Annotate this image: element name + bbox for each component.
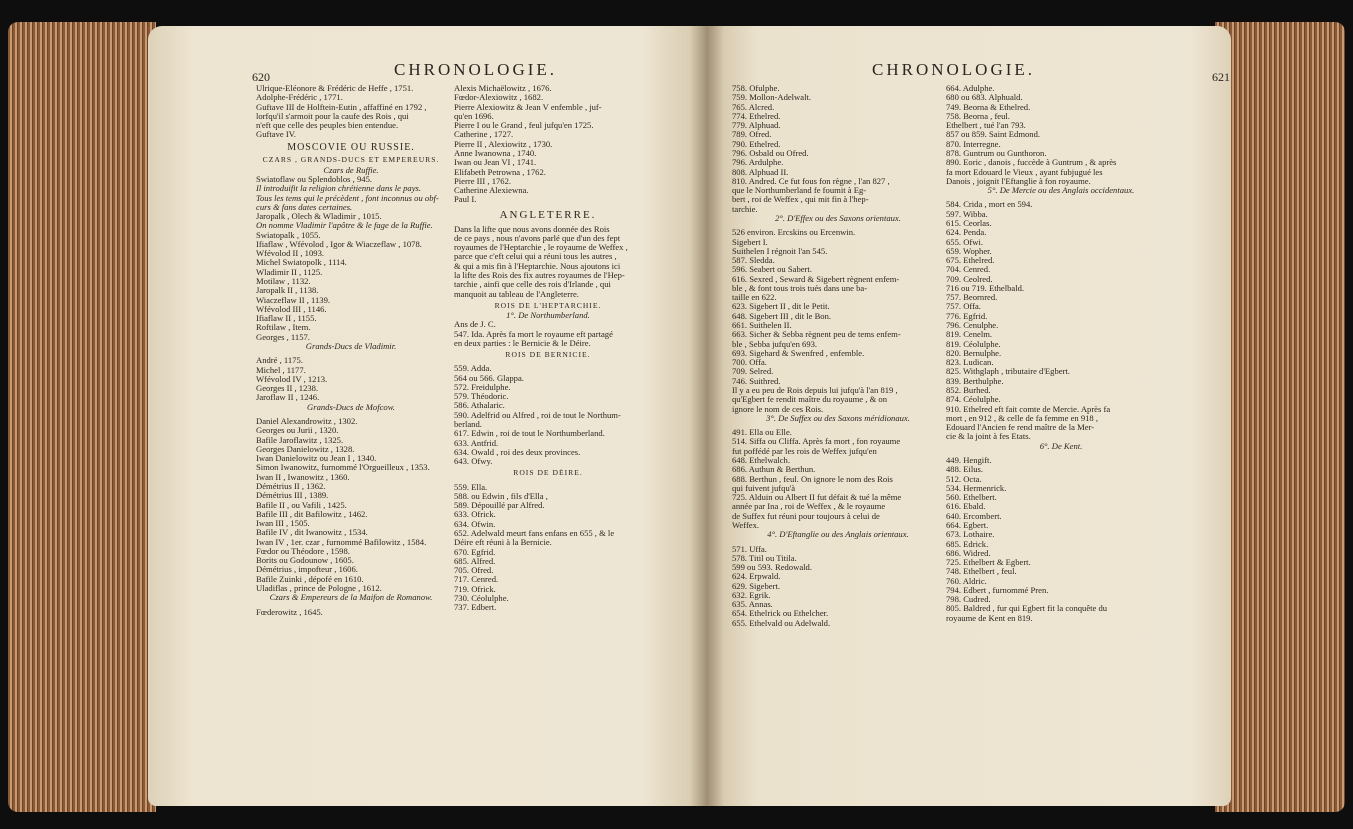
text-line: Iwan III , 1505. (256, 519, 310, 529)
text-line: 617. Edwin , roi de tout le Northumberland. (454, 429, 605, 439)
text-line: année par Ina , roi de Weffex , & le royaume (732, 502, 886, 512)
text-line: Weffex. (732, 520, 760, 530)
text-line: Elifabeth Petrowna , 1762. (454, 167, 546, 177)
text-line: curs & fans dates certaines. (256, 202, 353, 212)
text-line: ignore le nom de ces Rois. (732, 404, 824, 414)
text-line: 579. Théodoric. (454, 392, 509, 402)
text-line: 623. Sigebert II , dit le Petit. (732, 302, 830, 312)
text-line: de ce pays , nous n'avons parlé que d'un des fept (454, 233, 621, 243)
text-line: On nomme Vladimir l'apôtre & le fage de la Ruffie. (256, 221, 433, 231)
text-line: Iwan IV , 1er. czar , furnommé Bafilowitz , 1584. (256, 537, 427, 547)
text-line: Adolphe-Frédéric , 1771. (256, 93, 343, 103)
text-line: 819. Céolulphe. (946, 339, 1001, 349)
text-line: n'eft que celle des peuples bien entendue. (256, 121, 399, 131)
text-line: 547. Ida. Après fa mort le royaume eft partagé (454, 329, 613, 339)
text-line: Catherine , 1727. (454, 130, 514, 140)
text-line: 839. Berthulphe. (946, 376, 1004, 386)
text-line: CZARS , GRANDS-DUCS ET EMPEREURS. (262, 156, 440, 165)
left-running-head: CHRONOLOGIE. (394, 60, 558, 79)
text-line: mort , en 912 , & celle de fa femme en 918 , (946, 413, 1099, 423)
text-line: 776. Egfrid. (946, 311, 988, 321)
text-line: berland. (454, 419, 482, 429)
text-line: 640. Ercombert. (946, 511, 1002, 521)
text-line: 664. Egbert. (946, 520, 989, 530)
text-line: Georges Danielowitz , 1328. (256, 444, 355, 454)
text-line: bert , roi de Weffex , qui mit fin à l'hep- (732, 195, 869, 205)
text-line: 597. Wibba. (946, 209, 988, 219)
text-line: 633. Antfrid. (454, 438, 499, 448)
text-line: 629. Sigebert. (732, 581, 780, 591)
text-line: Edouard l'Ancien fe rend maître de la Mer- (946, 423, 1095, 433)
left-page (148, 26, 708, 806)
right-column-c (732, 84, 944, 628)
text-line: 526 environ. Ercskins ou Ercenwin. (732, 228, 856, 238)
text-line: que le Northumberland fe foumit à Eg- (732, 186, 867, 196)
text-line: ROIS DE L'HEPTARCHIE. (494, 301, 602, 310)
text-line: Pierre III , 1762. (454, 176, 512, 186)
text-line: 709. Selred. (732, 367, 774, 377)
text-line: 705. Ofred. (454, 566, 494, 576)
text-line: 634. Ofwin. (454, 519, 496, 529)
text-line: Catherine Alexiewna. (454, 186, 529, 196)
right-running-head: CHRONOLOGIE. (872, 60, 1036, 79)
text-line: Jaroflaw II , 1246. (256, 393, 320, 403)
text-line: Jaropalk , Olech & Wladimir , 1015. (256, 212, 382, 222)
text-line: Wfévolod II , 1093. (256, 249, 325, 259)
text-line: 823. Ludican. (946, 358, 994, 368)
right-page-number: 621 (1212, 70, 1230, 84)
text-line: 685. Alfred. (454, 556, 496, 566)
text-line: André , 1175. (256, 356, 303, 366)
text-line: 774. Ethelred. (732, 111, 781, 121)
text-line: Bafile II , ou Vafili , 1425. (256, 500, 347, 510)
text-line: 661. Suithelen II. (732, 321, 792, 331)
text-line: Ifiaflaw , Wfévolod , Igor & Wiaczeflaw , 1078. (256, 239, 422, 249)
text-line: 5°. De Mercie ou des Anglais occidentaux. (987, 186, 1135, 196)
text-line: Czars & Empereurs de la Maifon de Romanow. (269, 593, 433, 603)
text-line: Fœderowitz , 1645. (256, 607, 323, 617)
right-column-d (946, 84, 1176, 623)
text-line: royaume de Kent en 819. (946, 613, 1033, 623)
text-line: Fœdor-Alexiowitz , 1682. (454, 93, 544, 103)
text-line: Iwan II , Iwanowitz , 1360. (256, 472, 350, 482)
text-line: Tous les tems qui le précèdent , font inconnus ou obf- (256, 193, 439, 203)
text-line: Georges ou Jurii , 1320. (256, 426, 339, 436)
text-line: 659. Wopher. (946, 246, 992, 256)
text-line: Démétrius III , 1389. (256, 491, 329, 501)
text-line: Iwan Danielowitz ou Jean I , 1340. (256, 454, 377, 464)
left-page-edges (8, 22, 156, 812)
text-line: 596. Seabert ou Sabert. (732, 265, 812, 275)
text-line: 794. Edbert , furnommé Pren. (946, 585, 1049, 595)
text-line: 599 ou 593. Redowald. (732, 563, 812, 573)
text-line: 852. Burhed. (946, 386, 991, 395)
text-line: Jaropalk II , 1138. (256, 286, 319, 296)
right-page-edges (1215, 22, 1345, 812)
text-line: 648. Sigebert III , dit le Bon. (732, 311, 832, 321)
text-line: Pierre I ou le Grand , feul jufqu'en 1725. (454, 121, 594, 131)
text-line: 584. Crida , mort en 594. (946, 200, 1033, 210)
text-line: 789. Ofred. (732, 130, 772, 140)
text-line: 559. Adda. (454, 364, 492, 374)
text-line: 737. Edbert. (454, 603, 497, 613)
text-line: Il y a eu peu de Rois depuis lui jufqu'à l'an 819 , (732, 386, 898, 395)
text-line: Grands-Ducs de Mofcow. (307, 402, 395, 412)
text-line: ROIS DE BERNICIE. (505, 351, 591, 360)
text-line: 590. Adelfrid ou Alfred , roi de tout le Northum- (454, 410, 621, 420)
text-line: 748. Ethelbert , feul. (946, 567, 1017, 577)
text-line: 910. Ethelred eft fait comte de Mercie. Après fa (946, 404, 1111, 414)
text-line: 686. Widred. (946, 548, 991, 558)
text-line: 663. Sicher & Sebba règnent peu de tems enfem- (732, 330, 901, 340)
text-line: 730. Céolulphe. (454, 593, 509, 603)
text-line: 685. Edrick. (946, 539, 989, 549)
text-line: 810. Andred. Ce fut fous fon règne , l'an 827 , (732, 176, 890, 186)
text-line: Il introduifit la religion chrétienne dans le pays. (256, 184, 422, 194)
text-line: 796. Cenulphe. (946, 321, 999, 331)
text-line: 655. Ofwi. (946, 237, 983, 247)
text-line: 857 ou 859. Saint Edmond. (946, 130, 1041, 140)
text-line: Démétrius II , 1362. (256, 481, 326, 491)
text-line: 616. Ebald. (946, 502, 986, 512)
text-line: 717. Cenred. (454, 575, 499, 585)
text-line: Grands-Ducs de Vladimir. (305, 342, 397, 352)
text-line: 693. Sigehard & Swenfred , enfemble. (732, 348, 865, 358)
text-line: 796. Osbald ou Ofred. (732, 148, 809, 158)
text-line: 449. Hengift. (946, 455, 992, 465)
text-line: 624. Erpwald. (732, 572, 781, 582)
text-line: 808. Alphuad II. (732, 167, 789, 177)
text-line: 758. Beorna , feul. (946, 111, 1010, 121)
text-line: MOSCOVIE OU RUSSIE. (287, 142, 415, 153)
text-line: tarchie , ainfi que celle des rois d'Irlande , qui (454, 280, 611, 290)
right-page (706, 26, 1231, 806)
text-line: Déire eft réuni à la Bernicie. (454, 538, 552, 548)
text-line: 798. Cudred. (946, 595, 991, 605)
text-line: Simon Iwanowitz, furnommé l'Orgueilleux , 1353. (256, 463, 430, 473)
text-line: 757. Beornred. (946, 293, 998, 303)
text-line: Czars de Ruffie. (323, 165, 379, 175)
text-line: royaumes de l'Heptarchie , le royaume de Weffex , (454, 243, 628, 253)
text-line: Daniel Alexandrowitz , 1302. (256, 416, 358, 426)
text-line: lorfqu'il s'armoit pour la caufe des Rois , qui (256, 111, 409, 121)
text-line: 704. Cenred. (946, 265, 991, 275)
text-line: 688. Berthun , feul. On ignore le nom des Rois (732, 474, 893, 484)
text-line: la lifte des Rois des fix autres royaumes de l'Hep- (454, 270, 625, 280)
text-line: Iwan ou Jean VI , 1741. (454, 158, 537, 168)
text-line: Swiatopalk , 1055. (256, 230, 321, 240)
text-line: 534. Hermenrick. (946, 483, 1007, 493)
text-line: 779. Alphuad. (732, 121, 781, 131)
text-line: 589. Dépouillé par Alfred. (454, 501, 545, 511)
left-page-number: 620 (252, 70, 270, 84)
text-line: 648. Ethelwalch. (732, 455, 790, 465)
text-line: 825. Withglaph , tributaire d'Egbert. (946, 367, 1070, 377)
text-line: 716 ou 719. Ethelbald. (946, 283, 1025, 293)
text-line: Alexis Michaëlowitz , 1676. (454, 84, 552, 93)
text-line: 746. Suithred. (732, 376, 781, 386)
text-line: 624. Penda. (946, 228, 987, 238)
text-line: 634. Owald , roi des deux provinces. (454, 447, 581, 457)
text-line: Pierre Alexiowitz & Jean V enfemble , juf- (454, 102, 602, 112)
text-line: ble , Sebba jufqu'en 693. (732, 339, 818, 349)
text-line: 673. Lothaire. (946, 530, 995, 540)
text-line: 4°. D'Eftanglie ou des Anglais orientaux. (767, 530, 909, 540)
text-line: Michel Swiatopolk , 1114. (256, 258, 347, 268)
text-line: 2°. D'Effex ou des Saxons orientaux. (775, 213, 901, 223)
text-line: Wfévolod IV , 1213. (256, 374, 328, 384)
text-line: Motilaw , 1132. (256, 277, 311, 287)
text-line: 686. Authun & Berthun. (732, 465, 816, 475)
text-line: Borits ou Godounow , 1605. (256, 556, 354, 566)
text-line: 654. Ethelrick ou Ethelcher. (732, 609, 829, 619)
text-line: 670. Egfrid. (454, 547, 496, 557)
text-line: Ulrique-Eléonore & Frédéric de Heffe , 1751. (256, 84, 414, 93)
text-line: 709. Ceolred. (946, 274, 993, 284)
text-line: 725. Ethelbert & Egbert. (946, 558, 1031, 568)
book-gutter (690, 26, 724, 806)
text-line: 3°. De Suffex ou des Saxons méridionaux. (766, 413, 910, 423)
text-line: 874. Céolulphe. (946, 395, 1001, 405)
text-line: Uladiflas , prince de Pologne , 1612. (256, 584, 382, 594)
text-line: 758. Ofulphe. (732, 84, 780, 93)
text-line: 652. Adelwald meurt fans enfans en 655 , & le (454, 528, 615, 538)
text-line: en deux parties : le Bernicie & le Déire. (454, 338, 591, 348)
text-line: Dans la lifte que nous avons donnée des Rois (454, 224, 610, 234)
text-line: manquoit au tableau de l'Angleterre. (454, 289, 579, 299)
text-line: Bafile Zuinki , dépofé en 1610. (256, 574, 364, 584)
text-line: Ans de J. C. (454, 320, 496, 330)
text-line: Georges II , 1238. (256, 384, 319, 394)
text-line: ble , & font tous trois tués dans une ba- (732, 283, 868, 293)
text-line: 512. Octa. (946, 474, 982, 484)
text-line: 680 ou 683. Alphuald. (946, 93, 1023, 103)
text-line: Swiatoflaw ou Splendoblos , 945. (256, 174, 373, 184)
text-line: 643. Ofwy. (454, 457, 493, 467)
text-line: 890. Eoric , danois , fuccède à Guntrum , & après (946, 158, 1117, 168)
text-line: Michel , 1177. (256, 365, 306, 375)
text-line: 635. Annas. (732, 600, 773, 610)
text-line: 615. Ceorlas. (946, 218, 992, 228)
left-column-a (256, 84, 446, 617)
text-line: 749. Beorna & Ethelred. (946, 102, 1031, 112)
text-line: Bafile III , dit Bafilowitz , 1462. (256, 509, 368, 519)
text-line: 759. Mollon-Adelwalt. (732, 93, 812, 103)
text-line: fut poffédé par les rois de Weffex jufqu'en (732, 446, 877, 456)
text-line: Paul I. (454, 195, 477, 205)
text-line: Georges , 1157. (256, 332, 310, 342)
left-column-b (454, 84, 642, 613)
text-line: Suithelen I régnoit l'an 545. (732, 246, 828, 256)
text-line: 878. Guntrum ou Gunthoron. (946, 148, 1047, 158)
text-line: 790. Ethelred. (732, 139, 781, 149)
text-line: 6°. De Kent. (1039, 441, 1083, 451)
text-line: 571. Uffa. (732, 544, 767, 554)
text-line: fa mort Edouard le Vieux , ayant fubjugué les (946, 167, 1103, 177)
text-line: 700. Offa. (732, 358, 767, 368)
text-line: Wfévolod III , 1146. (256, 304, 327, 314)
text-line: Wladimir II , 1125. (256, 267, 323, 277)
text-line: Wiaczeflaw II , 1139. (256, 295, 331, 305)
text-line: 819. Cenelm. (946, 330, 993, 340)
text-line: Démétrius , impofteur , 1606. (256, 565, 358, 575)
text-line: 559. Ella. (454, 482, 488, 492)
text-line: 616. Sexred , Seward & Sigebert règnent enfem- (732, 274, 900, 284)
text-line: Pierre II , Alexiowitz , 1730. (454, 139, 553, 149)
text-line: 572. Freidulphe. (454, 382, 511, 392)
text-line: qui fuivent jufqu'à (732, 483, 796, 493)
text-line: 757. Offa. (946, 302, 981, 312)
text-line: cie & la joint à fes Etats. (946, 432, 1031, 442)
text-line: 655. Ethelvald ou Adelwald. (732, 618, 831, 628)
text-line: 632. Egrik. (732, 590, 771, 600)
text-line: ANGLETERRE. (499, 209, 597, 221)
text-line: Ethelbert , tué l'an 793. (946, 121, 1026, 131)
text-line: 675. Ethelred. (946, 256, 995, 266)
text-line: Guftave III de Holftein-Eutin , affaffiné en 1792 , (256, 102, 427, 112)
text-line: Guftave IV. (256, 130, 296, 140)
text-line: Fœdor ou Théodore , 1598. (256, 546, 350, 556)
text-line: de Suffex fut réuni pour toujours à celui de (732, 511, 880, 521)
text-line: Ifiaflaw II , 1155. (256, 314, 317, 324)
text-line: 588. ou Edwin , fils d'Ella , (454, 491, 548, 501)
text-line: Bafile Jaroflawitz , 1325. (256, 435, 344, 445)
text-line: ROIS DE DÉIRE. (513, 469, 583, 478)
text-line: 796. Ardulphe. (732, 158, 784, 168)
text-line: 820. Bernulphe. (946, 348, 1002, 358)
text-line: 719. Ofrick. (454, 584, 496, 594)
text-line: 586. Athalaric. (454, 401, 505, 411)
text-line: Danois , joignit l'Eftanglie à fon royaume. (946, 176, 1091, 186)
text-line: 491. Ella ou Elle. (732, 428, 792, 438)
text-line: Sigebert I. (732, 237, 768, 247)
text-line: 765. Alcred. (732, 102, 775, 112)
text-line: qu'en 1696. (454, 111, 494, 121)
text-line: 725. Alduin ou Albert II fut défait & tué la même (732, 493, 902, 503)
text-line: & qui a mis fin à l'Heptarchie. Nous ajoutons ici (454, 261, 621, 271)
text-line: 760. Aldric. (946, 576, 987, 586)
text-line: 488. Eilus. (946, 465, 984, 475)
text-line: taille en 622. (732, 293, 777, 303)
text-line: parce que c'eft celui qui a réuni tous les autres , (454, 252, 617, 262)
text-line: 664. Adulphe. (946, 84, 995, 93)
text-line: Anne Iwanowna , 1740. (454, 148, 537, 158)
text-line: 870. Interregne. (946, 139, 1001, 149)
text-line: Roftilaw , Item. (256, 323, 311, 333)
text-line: 560. Ethelbert. (946, 493, 997, 503)
text-line: 805. Baldred , fur qui Egbert fit la conquête du (946, 604, 1108, 614)
text-line: 564 ou 566. Glappa. (454, 373, 524, 383)
text-line: tarchie. (732, 204, 758, 214)
text-line: 578. Titil ou Titila. (732, 553, 797, 563)
text-line: qu'Egbert fe rendit maître du royaume , & on (732, 395, 887, 405)
text-line: 633. Ofrick. (454, 510, 496, 520)
text-line: 1°. De Northumberland. (506, 310, 590, 320)
text-line: 514. Siffa ou Cliffa. Après fa mort , fon royaume (732, 437, 901, 447)
text-line: 587. Sledda. (732, 256, 775, 266)
text-line: Bafile IV , dit Iwanowitz , 1534. (256, 528, 368, 538)
